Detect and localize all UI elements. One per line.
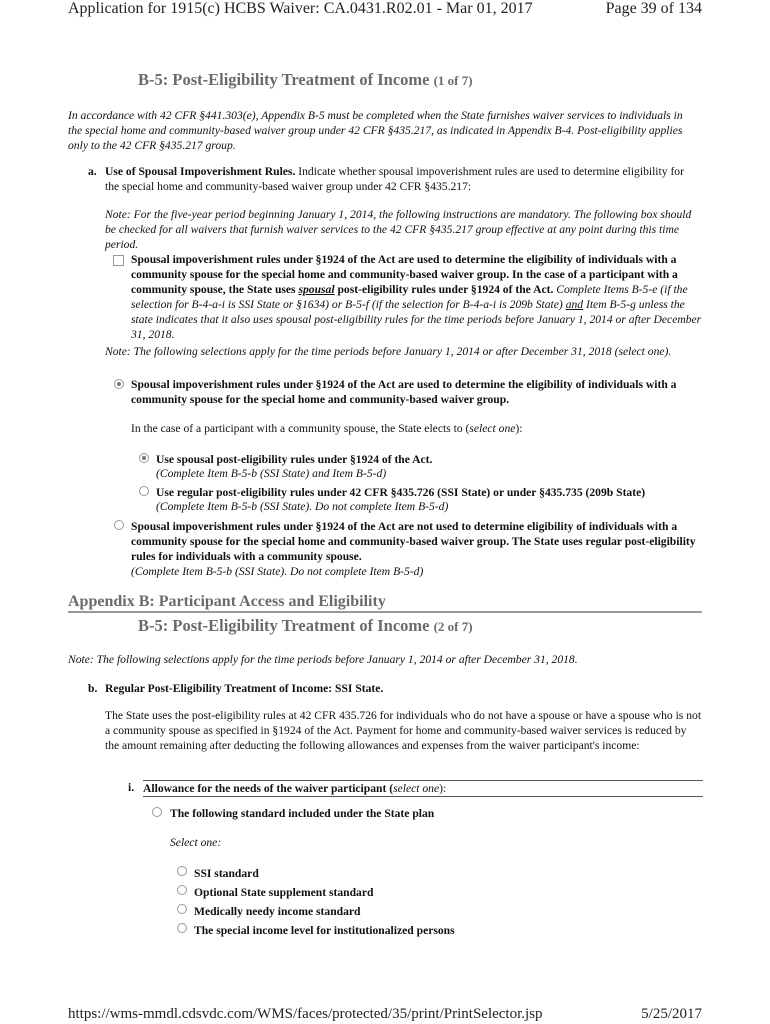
section-title-2-text: B-5: Post-Eligibility Treatment of Income — [138, 616, 430, 635]
elect-text-emphasis: select one — [469, 422, 516, 435]
intro-paragraph: In accordance with 42 CFR §441.303(e), Appendix B-5 must be completed when the State furnishes waiver services to individuals in the special home and community-based waiver group under 42 CFR §435.217, as indicated in Appendix B-4. Post-eligibility applies only to the 42 CFR §435.217 group. — [68, 109, 683, 152]
sub-i-label-part1: Allowance for the needs of the waiver participant ( — [143, 782, 394, 795]
radio-use-regular-post-eligibility[interactable] — [139, 486, 149, 496]
spousal-rules-checkbox-label — [131, 252, 703, 342]
use-spousal-post-eligibility-note: (Complete Item B-5-b (SSI State) and Item B-5-d) — [156, 467, 387, 480]
appendix-divider — [68, 611, 702, 613]
item-a-text: Indicate whether spousal impoverishment rules are used to determine eligibility for the special home and community-based waiver group under 42 CFR §435.217: — [105, 165, 684, 193]
sub-i-label-part2: ): — [439, 782, 447, 795]
item-a-heading: Use of Spousal Impoverishment Rules. — [105, 165, 296, 178]
use-spousal-post-eligibility-label: Use spousal post-eligibility rules under §1924 of the Act. — [156, 453, 433, 466]
checkbox-instructions-part2: Item B-5-g unless the state indicates that it also uses spousal post-eligibility rules for the time periods before January 1, 2014 or after December 31, 2018. — [131, 298, 702, 341]
footer-url[interactable]: https://wms-mmdl.cdsvdc.com/WMS/faces/protected/35/print/PrintSelector.jsp — [68, 1006, 543, 1022]
radio-choice[interactable] — [177, 885, 187, 895]
radio-use-spousal-post-eligibility[interactable] — [139, 453, 149, 463]
item-a-letter: a. — [88, 165, 97, 178]
radio-spousal-rules-not-used-label: Spousal impoverishment rules under §1924 of the Act are not used to determine eligibility of individuals with a community spouse for the special home and community-based waiver group. The State uses regular post-eligibility rules for individuals with a community spouse. — [131, 520, 696, 563]
item-b-heading: Regular Post-Eligibility Treatment of Income: SSI State. — [105, 682, 384, 695]
spousal-rules-checkbox[interactable] — [113, 255, 124, 266]
section-title — [138, 70, 473, 90]
footer-date: 5/25/2017 — [641, 1006, 702, 1022]
elect-text-part1: In the case of a participant with a community spouse, the State elects to ( — [131, 422, 470, 435]
item-b-paragraph: The State uses the post-eligibility rules at 42 CFR 435.726 for individuals who do not have a spouse or have a spouse who is not a community spouse as specified in §1924 of the Act. Payment for home and community-based waiver services is reduced by the amount remaining after deducting the following allowances and expenses from the waiver participant's income: — [105, 709, 702, 752]
sub-i-number: i. — [128, 781, 135, 794]
page-header-title: Application for 1915(c) HCBS Waiver: CA.0431.R02.01 - Mar 01, 2017 — [68, 0, 533, 17]
elect-text-part2: ): — [515, 422, 523, 435]
checkbox-label-part1: Spousal impoverishment rules under §1924 of the Act are used to determine the eligibility of individuals with a community spouse for the special home and community-based waiver group. In the case of a participant with a community spouse, the State uses — [131, 253, 678, 296]
note-mandatory: Note: For the five-year period beginning January 1, 2014, the following instructions are mandatory. The following box should be checked for all waivers that furnish waiver services to the 42 CFR §435.217 group effective at any point during this time period. — [105, 208, 692, 251]
use-regular-post-eligibility-label: Use regular post-eligibility rules under 42 CFR §435.726 (SSI State) or under §435.735 (209b State) — [156, 486, 646, 499]
select-one-label: Select one: — [170, 836, 222, 849]
choice-label: Medically needy income standard — [194, 905, 361, 918]
radio-spousal-rules-used-label: Spousal impoverishment rules under §1924 of the Act are used to determine the eligibility of individuals with a community spouse for the special home and community-based waiver group. — [131, 378, 677, 406]
sub-i-header — [143, 780, 703, 797]
checkbox-instructions-part1: Complete Items B-5-e (if the selection for B-4-a-i is SSI State or §1634) or B-5-f (if the selection for B-4-a-i is 209b State) — [131, 283, 688, 311]
radio-spousal-rules-used[interactable] — [114, 379, 124, 389]
sub-i-label-emphasis: select one — [393, 782, 440, 795]
elect-text — [131, 421, 523, 436]
spousal-rules-not-used-note: (Complete Item B-5-b (SSI State). Do not complete Item B-5-d) — [131, 565, 424, 578]
choice-label: Optional State supplement standard — [194, 886, 374, 899]
radio-choice[interactable] — [177, 904, 187, 914]
checkbox-label-part2: post-eligibility rules under §1924 of the Act. — [334, 283, 554, 296]
note-selections: Note: The following selections apply for the time periods before January 1, 2014 or after December 31, 2018 (select one). — [105, 345, 672, 358]
standard-state-plan-label: The following standard included under the State plan — [170, 807, 435, 820]
item-a-paragraph — [105, 164, 700, 194]
section-part: (1 of 7) — [433, 73, 473, 88]
note-selections-2: Note: The following selections apply for the time periods before January 1, 2014 or after December 31, 2018. — [68, 653, 578, 666]
radio-spousal-rules-not-used[interactable] — [114, 520, 124, 530]
page-number: Page 39 of 134 — [605, 0, 702, 17]
section-part-2: (2 of 7) — [433, 619, 473, 634]
radio-choice[interactable] — [177, 923, 187, 933]
radio-standard-state-plan[interactable] — [152, 807, 162, 817]
item-b-letter: b. — [88, 682, 98, 695]
radio-choice[interactable] — [177, 866, 187, 876]
section-title-2 — [138, 616, 473, 636]
checkbox-instructions-and: and — [565, 298, 584, 311]
section-title-text: B-5: Post-Eligibility Treatment of Income — [138, 70, 430, 89]
appendix-heading: Appendix B: Participant Access and Eligibility — [68, 593, 386, 610]
choice-label: The special income level for institutionalized persons — [194, 924, 455, 937]
checkbox-label-emphasis: spousal — [298, 283, 335, 296]
use-regular-post-eligibility-note: (Complete Item B-5-b (SSI State). Do not complete Item B-5-d) — [156, 500, 449, 513]
choice-label: SSI standard — [194, 867, 259, 880]
